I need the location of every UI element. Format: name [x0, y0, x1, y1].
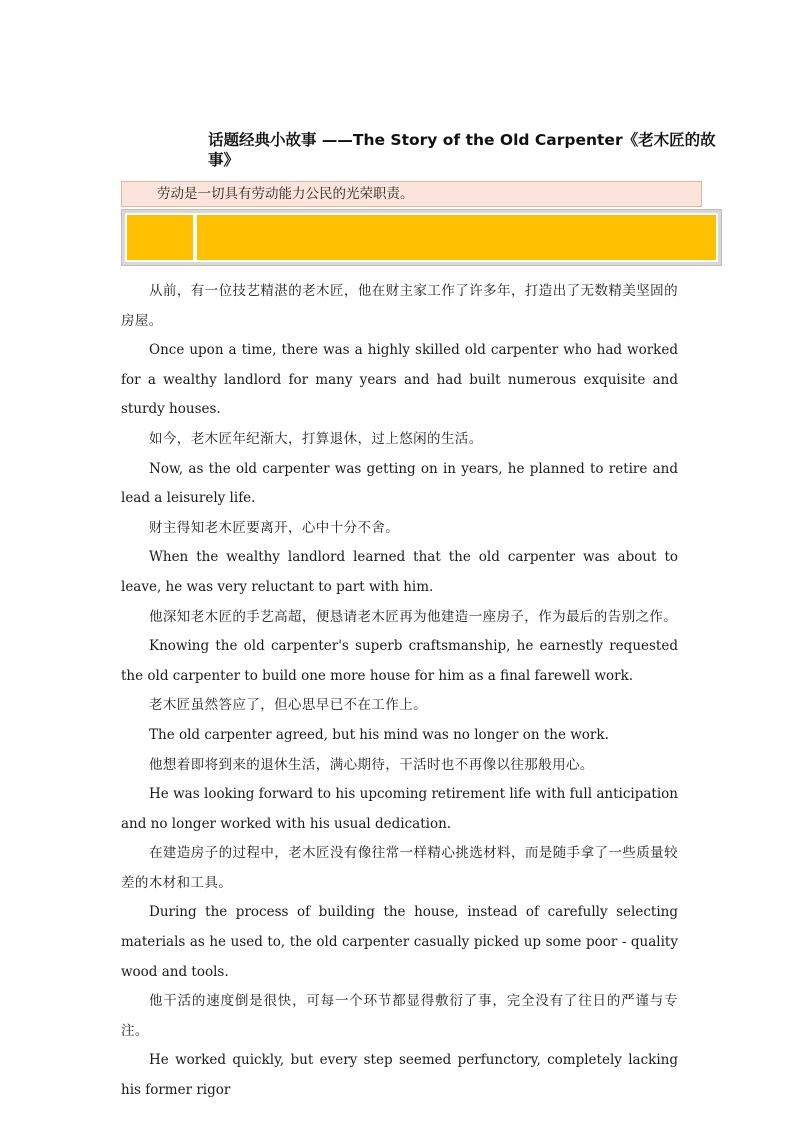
paragraph-zh: 财主得知老木匠要离开，心中十分不舍。	[149, 519, 400, 536]
paragraph-en: Knowing the old carpenter's superb craftsmanship, he earnestly requested the old carpenter to build one more house for him as a final farewell work.	[121, 638, 678, 684]
paragraph-en: Once upon a time, there was a highly skilled old carpenter who had worked for a wealthy landlord for many years and had built numerous exquisite and sturdy houses.	[121, 342, 678, 418]
paragraph-zh: 如今，老木匠年纪渐大，打算退休，过上悠闲的生活。	[149, 430, 483, 447]
document-title: 话题经典小故事 ——The Story of the Old Carpenter《老木匠的故事》	[208, 131, 716, 169]
paragraph-en: The old carpenter agreed, but his mind was no longer on the work.	[149, 726, 609, 743]
banner-frame	[125, 213, 718, 262]
paragraph-en: He was looking forward to his upcoming retirement life with full anticipation and no longer worked with his usual dedication.	[121, 786, 678, 832]
banner-right-block	[197, 215, 716, 260]
tagline-box: 劳动是一切具有劳动能力公民的光荣职责。	[121, 181, 702, 207]
paragraph-zh: 老木匠虽然答应了，但心思早已不在工作上。	[149, 697, 427, 714]
paragraph-zh: 从前，有一位技艺精湛的老木匠，他在财主家工作了许多年，打造出了无数精美坚固的房屋。	[121, 283, 678, 329]
story-body	[121, 277, 678, 1106]
paragraph-en: When the wealthy landlord learned that the old carpenter was about to leave, he was very reluctant to part with him.	[121, 549, 678, 595]
paragraph-zh: 他想着即将到来的退休生活，满心期待，干活时也不再像以往那般用心。	[149, 756, 594, 773]
paragraph-zh: 他干活的速度倒是很快，可每一个环节都显得敷衍了事，完全没有了往日的严谨与专注。	[121, 993, 678, 1039]
banner-left-block	[127, 215, 197, 260]
paragraph-zh: 他深知老木匠的手艺高超，便恳请老木匠再为他建造一座房子，作为最后的告别之作。	[149, 608, 678, 625]
decorative-banner	[121, 209, 722, 266]
paragraph-en: During the process of building the house, instead of carefully selecting materials as he used to, the old carpenter casually picked up some poor - quality wood and tools.	[121, 904, 678, 980]
paragraph-zh: 在建造房子的过程中，老木匠没有像往常一样精心挑选材料，而是随手拿了一些质量较差的木材和工具。	[121, 845, 678, 891]
paragraph-en: He worked quickly, but every step seemed perfunctory, completely lacking his former rigor	[121, 1052, 678, 1099]
paragraph-en: Now, as the old carpenter was getting on in years, he planned to retire and lead a leisurely life.	[121, 460, 678, 507]
